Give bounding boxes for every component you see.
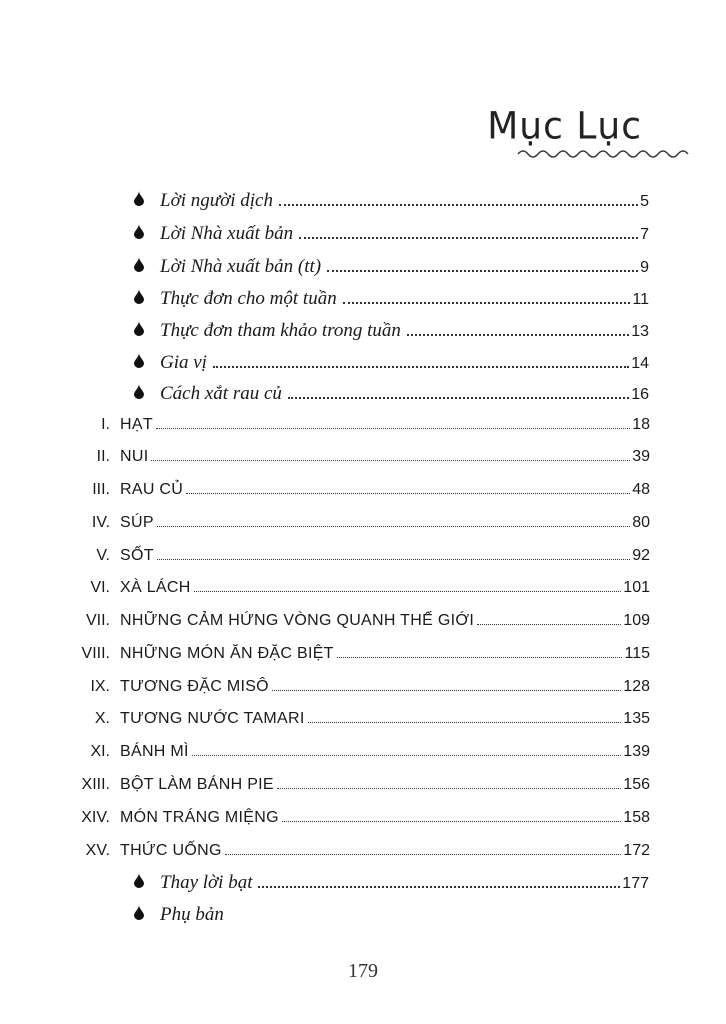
chapter-number: X. (94, 710, 110, 727)
chapter-number: XV. (85, 842, 110, 859)
dot-leader (477, 623, 621, 625)
chapter-title: SÚP (120, 514, 154, 531)
chapter-page: 101 (623, 579, 650, 596)
drop-bullet-icon (133, 905, 145, 920)
entry-page: 7 (640, 226, 649, 243)
toc-entry[interactable] (133, 286, 649, 312)
entry-page: 13 (631, 323, 649, 340)
dot-leader (186, 492, 630, 494)
page-title: Mục Lục (487, 104, 642, 149)
dot-leader (288, 396, 629, 399)
chapter-page: 135 (623, 710, 650, 727)
chapter-number: III. (92, 481, 110, 498)
bullet (133, 189, 160, 206)
toc-entry[interactable] (133, 902, 649, 928)
chapter-title: XÀ LÁCH (120, 579, 191, 596)
entry-title: Thay lời bạt (160, 872, 253, 893)
chapter-page: 172 (623, 842, 650, 859)
bullet (133, 382, 160, 399)
chapter-page: 48 (632, 481, 650, 498)
entry-page: 5 (640, 193, 649, 210)
bullet (133, 222, 160, 239)
entry-page: 16 (631, 386, 649, 403)
drop-bullet-icon (133, 191, 145, 206)
chapter-page: 92 (632, 547, 650, 564)
dot-leader (343, 301, 631, 304)
drop-bullet-icon (133, 384, 145, 399)
chapter-page: 128 (623, 678, 650, 695)
entry-title: Lời Nhà xuất bản (tt) (160, 256, 322, 277)
bullet (133, 351, 160, 368)
dot-leader (192, 754, 622, 756)
chapter-page: 158 (623, 809, 650, 826)
dot-leader (157, 525, 630, 527)
drop-bullet-icon (133, 257, 145, 272)
chapter-title: THỨC UỐNG (120, 842, 222, 859)
dot-leader (299, 236, 638, 239)
toc-entry[interactable] (133, 221, 649, 247)
dot-leader (258, 885, 620, 888)
chapter-title: BÁNH MÌ (120, 743, 189, 760)
entry-page: 9 (640, 259, 649, 276)
dot-leader (308, 721, 622, 723)
dot-leader (327, 269, 638, 272)
chapter-page: 80 (632, 514, 650, 531)
entry-title: Phụ bản (160, 904, 224, 925)
chapter-title: SỐT (120, 547, 154, 564)
chapter-number: V. (96, 547, 110, 564)
chapter-number: IV. (91, 514, 110, 531)
dot-leader (225, 853, 622, 855)
bullet (133, 319, 160, 336)
toc-chapter[interactable] (60, 575, 650, 601)
toc-chapter[interactable] (60, 838, 650, 864)
toc-chapter[interactable] (60, 444, 650, 470)
chapter-number: XI. (90, 743, 110, 760)
toc-chapter[interactable] (60, 739, 650, 765)
entry-page: 11 (632, 291, 649, 308)
toc-chapter[interactable] (60, 706, 650, 732)
toc-entry[interactable] (133, 318, 649, 344)
dot-leader (282, 820, 621, 822)
entry-title: Lời người dịch (160, 190, 273, 211)
dot-leader (194, 590, 622, 592)
entry-title: Thực đơn tham khảo trong tuần (160, 320, 401, 341)
toc-chapter[interactable] (60, 412, 650, 438)
dot-leader (213, 365, 629, 368)
entry-title: Gia vị (160, 352, 207, 373)
drop-bullet-icon (133, 873, 145, 888)
drop-bullet-icon (133, 224, 145, 239)
dot-leader (157, 558, 630, 560)
chapter-title: BỘT LÀM BÁNH PIE (120, 776, 274, 793)
toc-chapter[interactable] (60, 510, 650, 536)
toc-entry[interactable] (133, 870, 649, 896)
bullet (133, 871, 160, 888)
entry-title: Thực đơn cho một tuần (160, 288, 337, 309)
chapter-number: VI. (90, 579, 110, 596)
dot-leader (337, 656, 623, 658)
toc-entry[interactable] (133, 350, 649, 376)
entry-page: 14 (631, 355, 649, 372)
toc-chapter[interactable] (60, 772, 650, 798)
chapter-title: RAU CỦ (120, 481, 184, 498)
chapter-number: II. (96, 448, 110, 465)
toc-entry[interactable] (133, 254, 649, 280)
dot-leader (407, 333, 629, 336)
drop-bullet-icon (133, 321, 145, 336)
chapter-number: VII. (85, 612, 110, 629)
drop-bullet-icon (133, 289, 145, 304)
bullet (133, 287, 160, 304)
toc-chapter[interactable] (60, 641, 650, 667)
chapter-title: NUI (120, 448, 149, 465)
chapter-number: XIII. (81, 776, 110, 793)
chapter-title: MÓN TRÁNG MIỆNG (120, 809, 279, 826)
bullet (133, 255, 160, 272)
dot-leader (277, 787, 621, 789)
chapter-page: 18 (632, 416, 650, 433)
bullet (133, 903, 160, 920)
entry-page: 177 (622, 875, 649, 892)
toc-chapter[interactable] (60, 477, 650, 503)
chapter-page: 156 (623, 776, 650, 793)
dot-leader (279, 203, 638, 206)
toc-entry[interactable] (133, 381, 649, 407)
page-number: 179 (348, 960, 378, 982)
dot-leader (151, 459, 630, 461)
chapter-title: TƯƠNG ĐẶC MISÔ (120, 678, 269, 695)
dot-leader (156, 427, 630, 429)
dot-leader (272, 689, 621, 691)
entry-title: Cách xắt rau củ (160, 383, 282, 404)
chapter-title: HẠT (120, 416, 153, 433)
chapter-number: XIV. (81, 809, 110, 826)
toc-entry[interactable] (133, 188, 649, 214)
chapter-title: TƯƠNG NƯỚC TAMARI (120, 710, 305, 727)
chapter-title: NHỮNG MÓN ĂN ĐẶC BIỆT (120, 645, 334, 662)
chapter-number: VIII. (81, 645, 110, 662)
entry-title: Lời Nhà xuất bản (160, 223, 294, 244)
chapter-page: 139 (623, 743, 650, 760)
toc-chapter[interactable] (60, 543, 650, 569)
chapter-title: NHỮNG CẢM HỨNG VÒNG QUANH THẾ GIỚI (120, 612, 475, 629)
chapter-number: IX. (90, 678, 110, 695)
chapter-page: 109 (623, 612, 650, 629)
chapter-page: 115 (624, 645, 650, 662)
toc-chapter[interactable] (60, 608, 650, 634)
chapter-page: 39 (632, 448, 650, 465)
drop-bullet-icon (133, 353, 145, 368)
toc-chapter[interactable] (60, 674, 650, 700)
chapter-number: I. (101, 416, 110, 433)
toc-chapter[interactable] (60, 805, 650, 831)
